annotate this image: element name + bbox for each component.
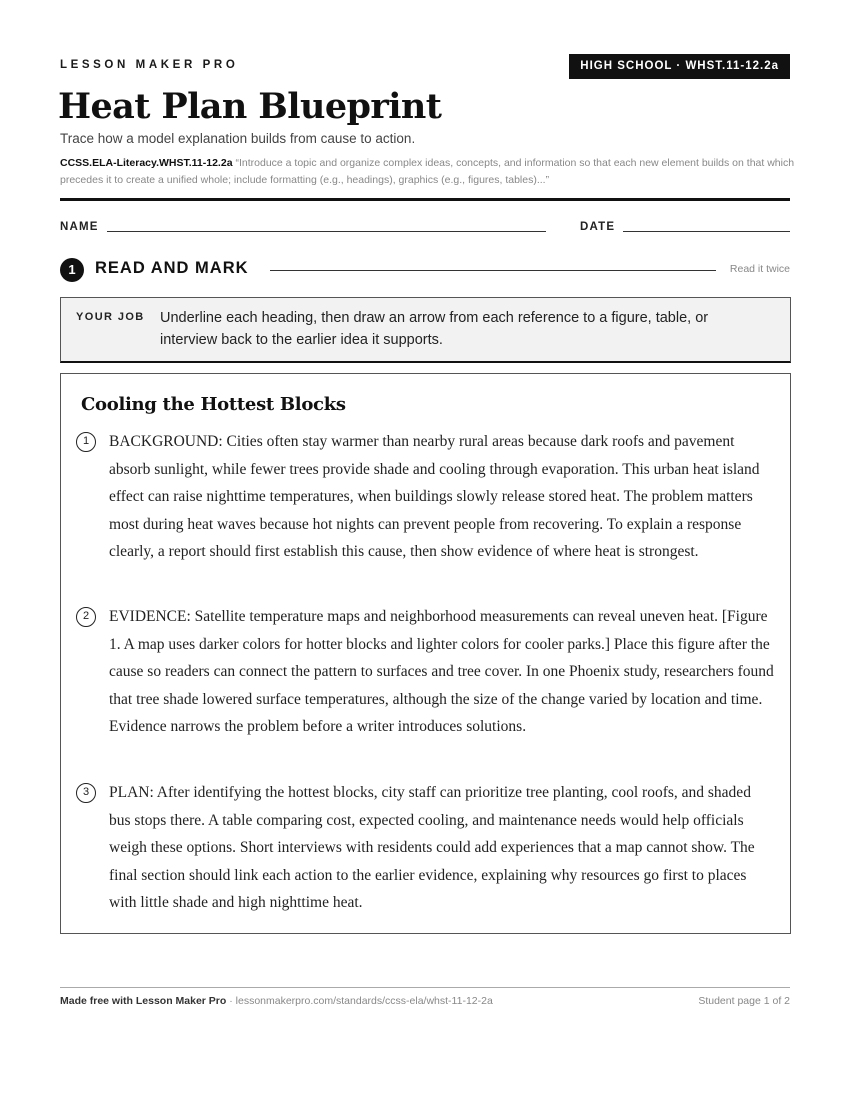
footer-divider — [60, 987, 790, 988]
footer-page-number: Student page 1 of 2 — [698, 995, 790, 1007]
footer-credit — [60, 995, 493, 1007]
standard-description — [60, 155, 800, 189]
name-label: NAME — [60, 221, 99, 233]
header-divider — [60, 198, 790, 201]
paragraph-text: EVIDENCE: Satellite temperature maps and neighborhood measurements can reveal uneven heat. [Figure 1. A map uses darker colors for hotter blocks and lighter colors for cooler parks.] Place this figure after the cause so readers can connect the pattern to surfaces and tree cover. In one Phoenix study, researchers found that tree shade lowered surface temperatures, although the size of the change varied by location and time. Evidence narrows the problem before a writer introduces solutions. — [109, 608, 774, 736]
reading-passage — [60, 373, 791, 934]
passage-paragraph — [76, 603, 776, 741]
paragraph-number-badge: 2 — [76, 607, 96, 627]
date-write-line[interactable] — [623, 231, 790, 232]
page-subtitle: Trace how a model explanation builds from cause to action. — [60, 131, 416, 146]
step-number-badge: 1 — [60, 258, 84, 282]
footer-url[interactable]: · lessonmakerpro.com/standards/ccss-ela/whst-11-12-2a — [226, 995, 493, 1007]
page-title: Heat Plan Blueprint — [58, 86, 442, 127]
passage-paragraph — [76, 428, 776, 566]
your-job-label: YOUR JOB — [76, 311, 145, 323]
brand-name: LESSON MAKER PRO — [60, 59, 239, 71]
footer-made-with: Made free with Lesson Maker Pro — [60, 995, 227, 1007]
grade-standard-badge: HIGH SCHOOL · WHST.11-12.2a — [569, 54, 790, 79]
standard-quote: “Introduce a topic and organize complex ideas, concepts, and information so that each new element builds on that which precedes it to create a unified whole; include formatting (e.g., headings), graphics (e.g., figures, tables)...” — [60, 157, 795, 186]
step-title: READ AND MARK — [95, 259, 249, 277]
paragraph-text: BACKGROUND: Cities often stay warmer than nearby rural areas because dark roofs and pavement absorb sunlight, while fewer trees provide shade and cooling through evaporation. This urban heat island effect can raise nighttime temperatures, when buildings slowly release stored heat. The problem matters most during heat waves because hot nights can prevent people from recovering. To explain a response clearly, a report should first establish this cause, then show evidence of where heat is strongest. — [109, 433, 760, 561]
step-hint: Read it twice — [729, 263, 790, 275]
paragraph-number-badge: 1 — [76, 432, 96, 452]
passage-title: Cooling the Hottest Blocks — [81, 394, 346, 415]
step-divider — [270, 270, 716, 271]
standard-code: CCSS.ELA-Literacy.WHST.11-12.2a — [60, 157, 233, 169]
your-job-instructions: Underline each heading, then draw an arrow from each reference to a figure, table, or interview back to the earlier idea it supports. — [160, 310, 709, 348]
date-label: DATE — [580, 221, 616, 233]
name-write-line[interactable] — [107, 231, 546, 232]
your-job-box — [60, 297, 791, 363]
paragraph-number-badge: 3 — [76, 783, 96, 803]
paragraph-text: PLAN: After identifying the hottest blocks, city staff can prioritize tree planting, cool roofs, and shaded bus stops there. A table comparing cost, expected cooling, and maintenance needs would help officials weigh these options. Short interviews with residents could add experiences that a map cannot show. The final section should link each action to the earlier evidence, explaining why resources go first to places with little shade and high nighttime heat. — [109, 784, 755, 912]
passage-paragraph — [76, 779, 776, 917]
